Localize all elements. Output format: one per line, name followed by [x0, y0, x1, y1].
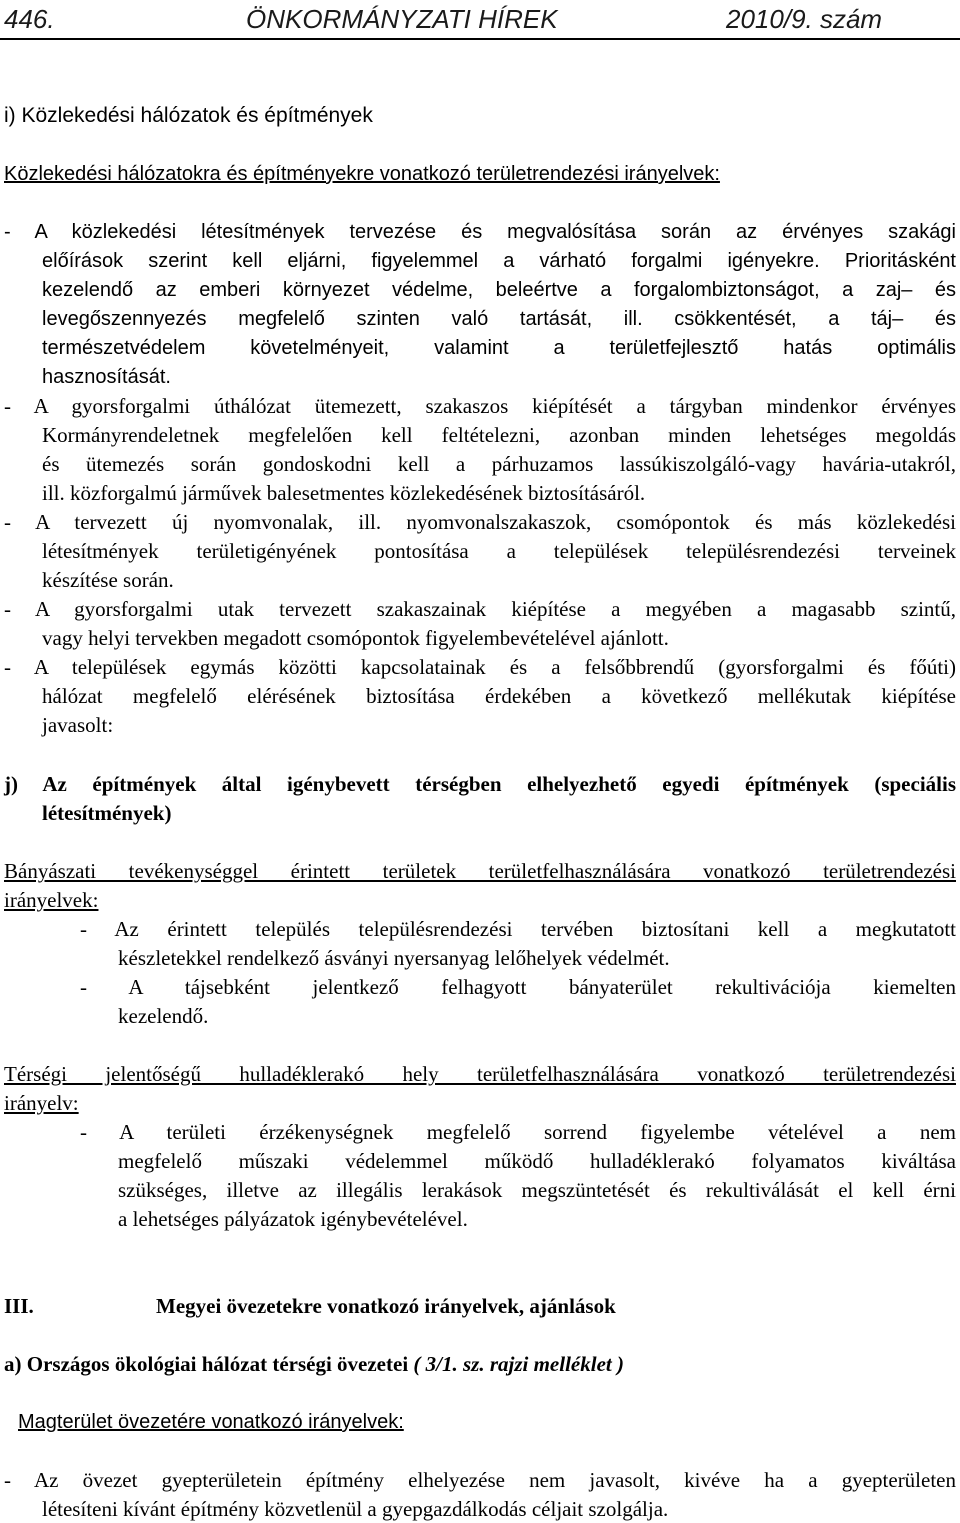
item-line: - Az övezet gyepterületein építmény elhelyezése nem javasolt, kivéve ha a gyepterületen: [4, 1468, 956, 1492]
item-line: készletekkel rendelkező ásványi nyersanyag lelőhelyek védelmét.: [118, 946, 670, 970]
item-line: kezelendő.: [118, 1004, 209, 1028]
subsection-a-heading: [4, 1350, 624, 1378]
item-line: létesíteni kívánt építmény közvetlenül a gyepgazdálkodás céljait szolgálja.: [42, 1497, 669, 1521]
item-line: - Az érintett település településrendezési tervében biztosítani kell a megkutatott: [80, 917, 956, 941]
page-number: 446.: [4, 4, 55, 34]
item-line: előírások szerint kell eljárni, figyelemmel a várható forgalmi igényekre. Prioritásként: [42, 250, 956, 272]
subsection-heading-cont: irányelvek:: [4, 888, 99, 912]
section-j-title-cont: létesítmények): [42, 801, 172, 825]
item-line: vagy helyi tervekben megadott csomópontok figyelembevételével ajánlott.: [42, 626, 669, 650]
item-line: - A települések egymás közötti kapcsolatainak és a felsőbbrendű (gyorsforgalmi és főúti): [4, 655, 956, 679]
item-line: - A gyorsforgalmi úthálózat ütemezett, szakaszos kiépítését a tárgyban mindenkor érvényes: [4, 394, 956, 418]
item-line: javasolt:: [42, 713, 114, 737]
subsection-heading: Bányászati tevékenységgel érintett területek területfelhasználására vonatkozó területrendezési: [4, 859, 956, 883]
subsection-a-prefix: a) Országos ökológiai hálózat térségi övezetei: [4, 1352, 409, 1376]
item-line: a lehetséges pályázatok igénybevételével.: [118, 1207, 468, 1231]
page-header: [4, 4, 954, 40]
item-line: ill. közforgalmú járművek balesetmentes közlekedésének biztosításáról.: [42, 481, 646, 505]
issue-number: 2010/9. szám: [726, 4, 883, 34]
subsection-heading: Térségi jelentőségű hulladéklerakó hely területfelhasználására vonatkozó területrendezési: [4, 1062, 956, 1086]
item-line: létesítmények területigényének pontosítása a települések településrendezési terveinek: [42, 539, 956, 563]
subsection-a-subtitle: Magterület övezetére vonatkozó irányelvek:: [18, 1411, 404, 1433]
item-line: levegőszennyezés megfelelő szinten való tartását, ill. csökkentését, a táj– és: [42, 308, 956, 330]
subsection-heading-cont: irányelv:: [4, 1091, 79, 1115]
item-line: megfelelő műszaki védelemmel működő hulladéklerakó folyamatos kiváltása: [118, 1149, 956, 1173]
item-line: - A tájsebként jelentkező felhagyott bányaterület rekultivációja kiemelten: [80, 975, 956, 999]
item-line: - A területi érzékenységnek megfelelő sorrend figyelembe vételével a nem: [80, 1120, 956, 1144]
item-line: hálózat megfelelő elérésének biztosítása érdekében a következő mellékutak kiépítése: [42, 684, 956, 708]
section-i-title: i) Közlekedési hálózatok és építmények: [4, 104, 373, 127]
publication-title: ÖNKORMÁNYZATI HÍREK: [246, 4, 558, 34]
section-i-subtitle: Közlekedési hálózatokra és építményekre vonatkozó területrendezési irányelvek:: [4, 163, 720, 185]
section-III-number: III.: [4, 1294, 34, 1318]
item-line: természetvédelem követelményeit, valamint a területfejlesztő hatás optimális: [42, 337, 956, 359]
item-line: Kormányrendeletnek megfelelően kell feltételezni, azonban minden lehetséges megoldás: [42, 423, 956, 447]
item-line: szükséges, illetve az illegális lerakások megszüntetését és rekultiválását el kell érni: [118, 1178, 956, 1202]
subsection-a-reference: ( 3/1. sz. rajzi melléklet ): [413, 1352, 624, 1376]
header-divider: [0, 38, 960, 40]
item-line: és ütemezés során gondoskodni kell a párhuzamos lassúkiszolgáló-vagy haváriа-utakról,: [42, 452, 956, 476]
item-line: hasznosítását.: [42, 366, 171, 388]
item-line: kezelendő az emberi környezet védelme, beleértve a forgalombiztonságot, a zaj– és: [42, 279, 956, 301]
section-j-title: j) Az építmények által igénybevett térségben elhelyezhető egyedi építmények (speciális: [4, 772, 956, 796]
item-line: készítése során.: [42, 568, 174, 592]
section-III-title: Megyei övezetekre vonatkozó irányelvek, ajánlások: [156, 1294, 616, 1318]
item-line: - A tervezett új nyomvonalak, ill. nyomvonalszakaszok, csomópontok és más közlekedési: [4, 510, 956, 534]
item-line: - A közlekedési létesítmények tervezése és megvalósítása során az érvényes szakági: [4, 221, 956, 243]
item-line: - A gyorsforgalmi utak tervezett szakaszainak kiépítése a megyében a magasabb szintű,: [4, 597, 956, 621]
